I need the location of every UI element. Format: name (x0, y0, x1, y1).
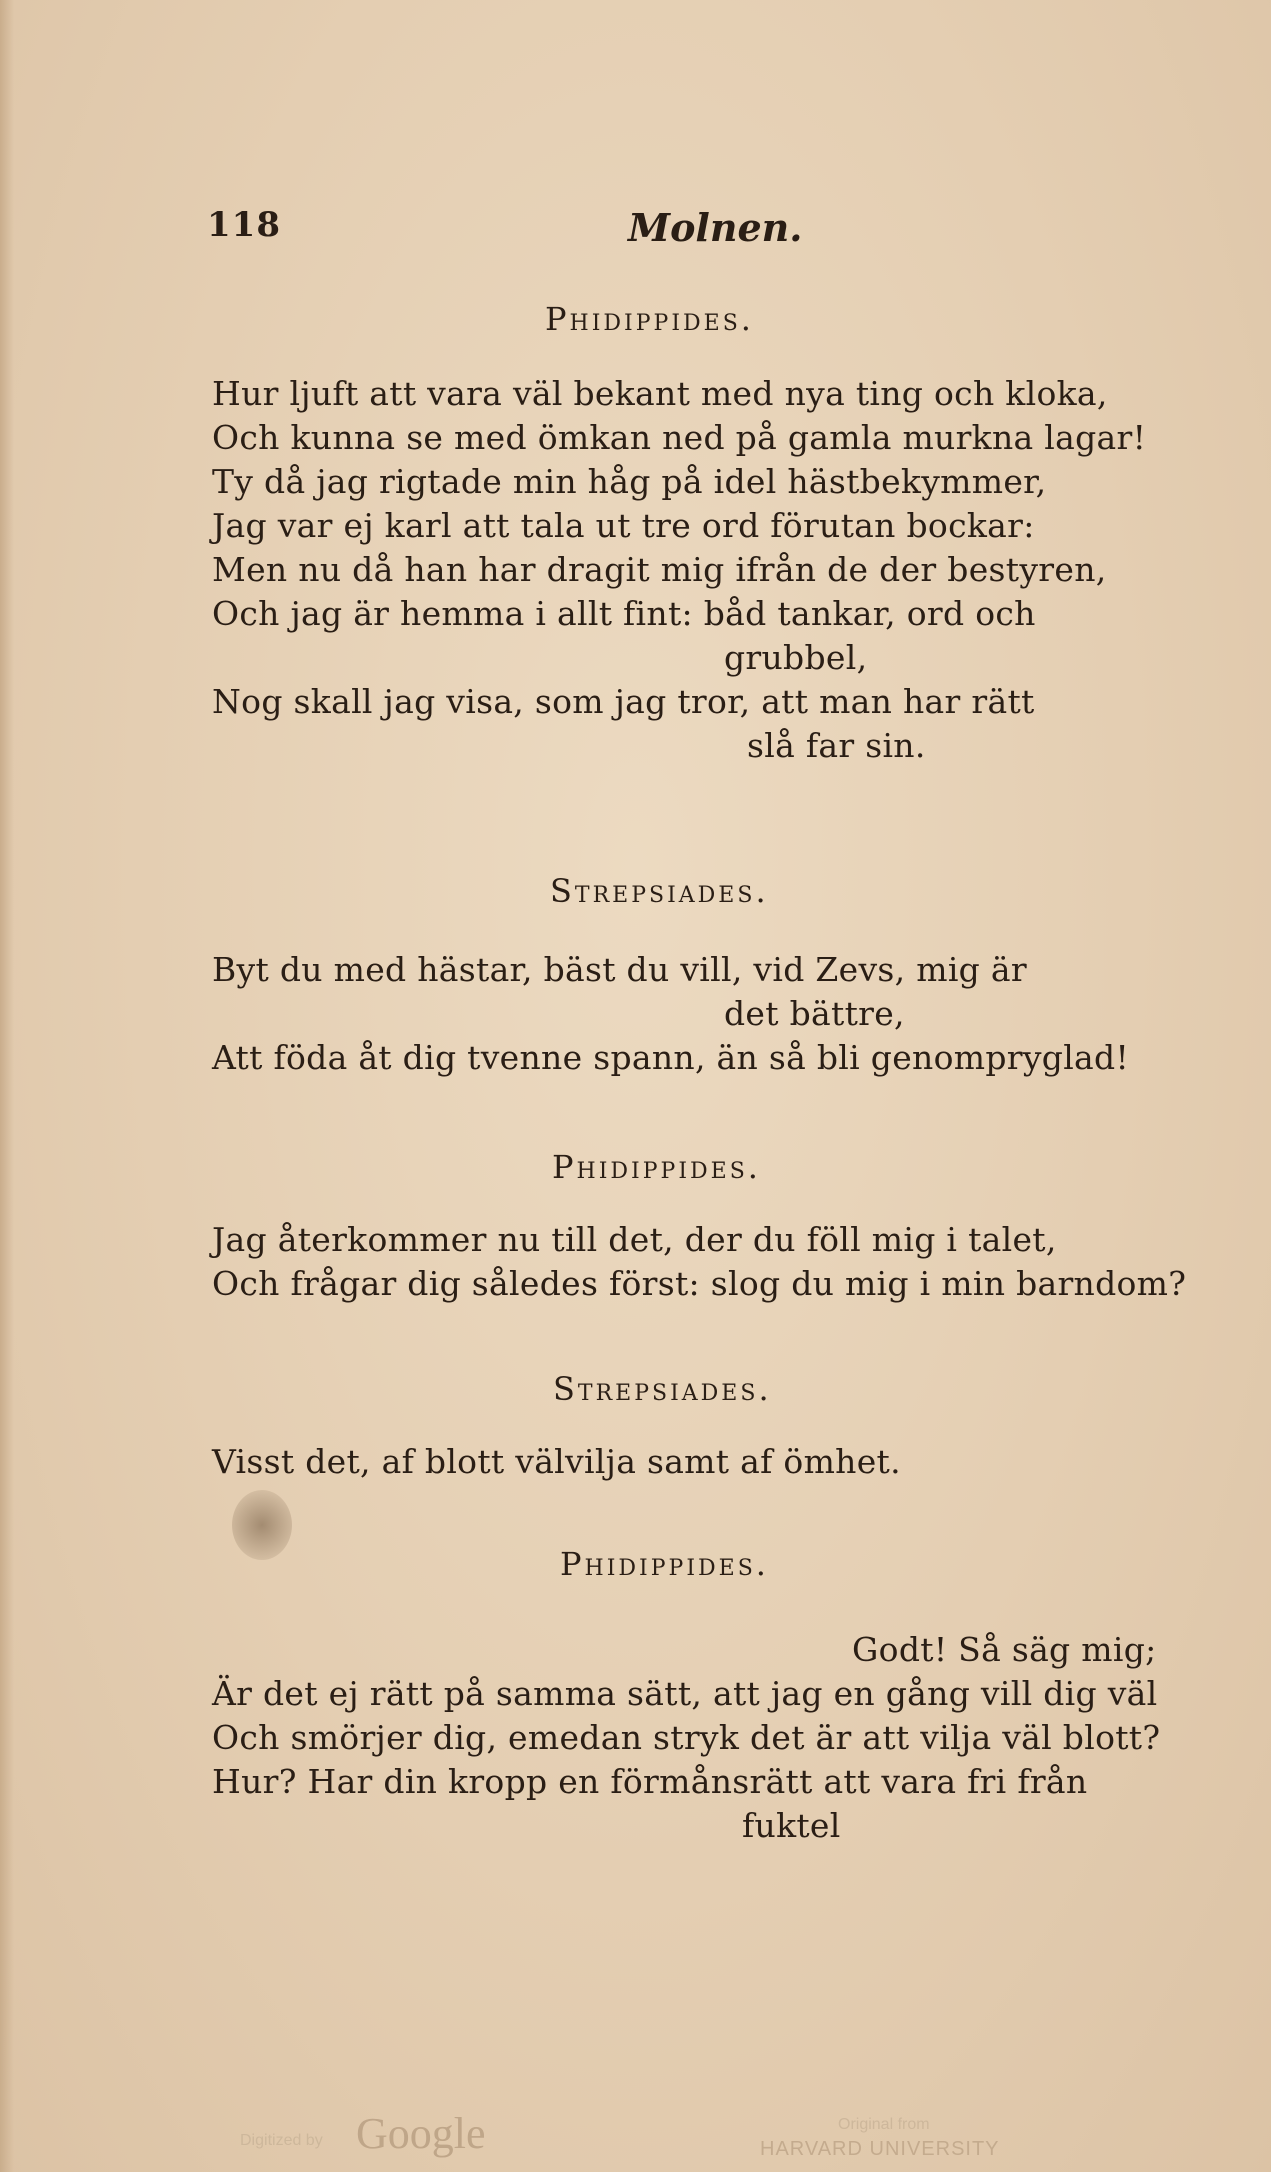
digitized-by-label: Digitized by (240, 2132, 323, 2149)
verse-block (212, 1218, 1187, 1306)
speaker-heading: Phidippides. (552, 1148, 761, 1186)
verse-line: Visst det, af blott välvilja samt af ömhet. (212, 1442, 901, 1481)
verse-line-continuation: grubbel, (724, 638, 868, 677)
verse-line-continuation: det bättre, (724, 994, 905, 1033)
running-title: Molnen. (628, 205, 803, 250)
speaker-heading: Strepsiades. (553, 1370, 772, 1408)
verse-line-right: Godt! Så säg mig; (852, 1630, 1157, 1669)
original-from-label: Original from (838, 2116, 930, 2133)
digitization-watermark (0, 2108, 1271, 2172)
verse-line: Och kunna se med ömkan ned på gamla murkna lagar! (212, 418, 1147, 457)
verse-line: Och smörjer dig, emedan stryk det är att vilja väl blott? (212, 1718, 1161, 1757)
google-logo: Google (356, 2109, 486, 2158)
verse-block (212, 1628, 1187, 1848)
verse-line: Och jag är hemma i allt fint: båd tankar, ord och (212, 594, 1036, 633)
verse-line: Jag var ej karl att tala ut tre ord förutan bockar: (212, 506, 1035, 545)
verse-line-continuation: slå far sin. (747, 726, 926, 765)
verse-line: Men nu då han har dragit mig ifrån de der bestyren, (212, 550, 1107, 589)
speaker-heading: Phidippides. (560, 1545, 769, 1583)
verse-line: Att föda åt dig tvenne spann, än så bli genompryglad! (212, 1038, 1130, 1077)
speaker-heading: Strepsiades. (550, 872, 769, 910)
verse-block (212, 1440, 1187, 1484)
page-edge-shadow (0, 0, 14, 2172)
page-header (0, 205, 1271, 255)
institution-label: HARVARD UNIVERSITY (760, 2138, 1000, 2160)
verse-line: Och frågar dig således först: slog du mig i min barndom? (212, 1264, 1187, 1303)
verse-line: Hur? Har din kropp en förmånsrätt att vara fri från (212, 1762, 1088, 1801)
verse-line: Nog skall jag visa, som jag tror, att man har rätt (212, 682, 1035, 721)
verse-block (212, 948, 1187, 1080)
verse-line-continuation: fuktel (742, 1806, 841, 1845)
verse-line: Är det ej rätt på samma sätt, att jag en gång vill dig väl (212, 1674, 1158, 1713)
verse-block (212, 372, 1187, 768)
verse-line: Jag återkommer nu till det, der du föll mig i talet, (212, 1220, 1057, 1259)
ink-smudge (232, 1490, 292, 1560)
speaker-heading: Phidippides. (545, 300, 754, 338)
verse-line: Hur ljuft att vara väl bekant med nya ting och kloka, (212, 374, 1108, 413)
page-number: 118 (207, 205, 281, 245)
verse-line: Byt du med hästar, bäst du vill, vid Zevs, mig är (212, 950, 1027, 989)
verse-line: Ty då jag rigtade min håg på idel hästbekymmer, (212, 462, 1047, 501)
